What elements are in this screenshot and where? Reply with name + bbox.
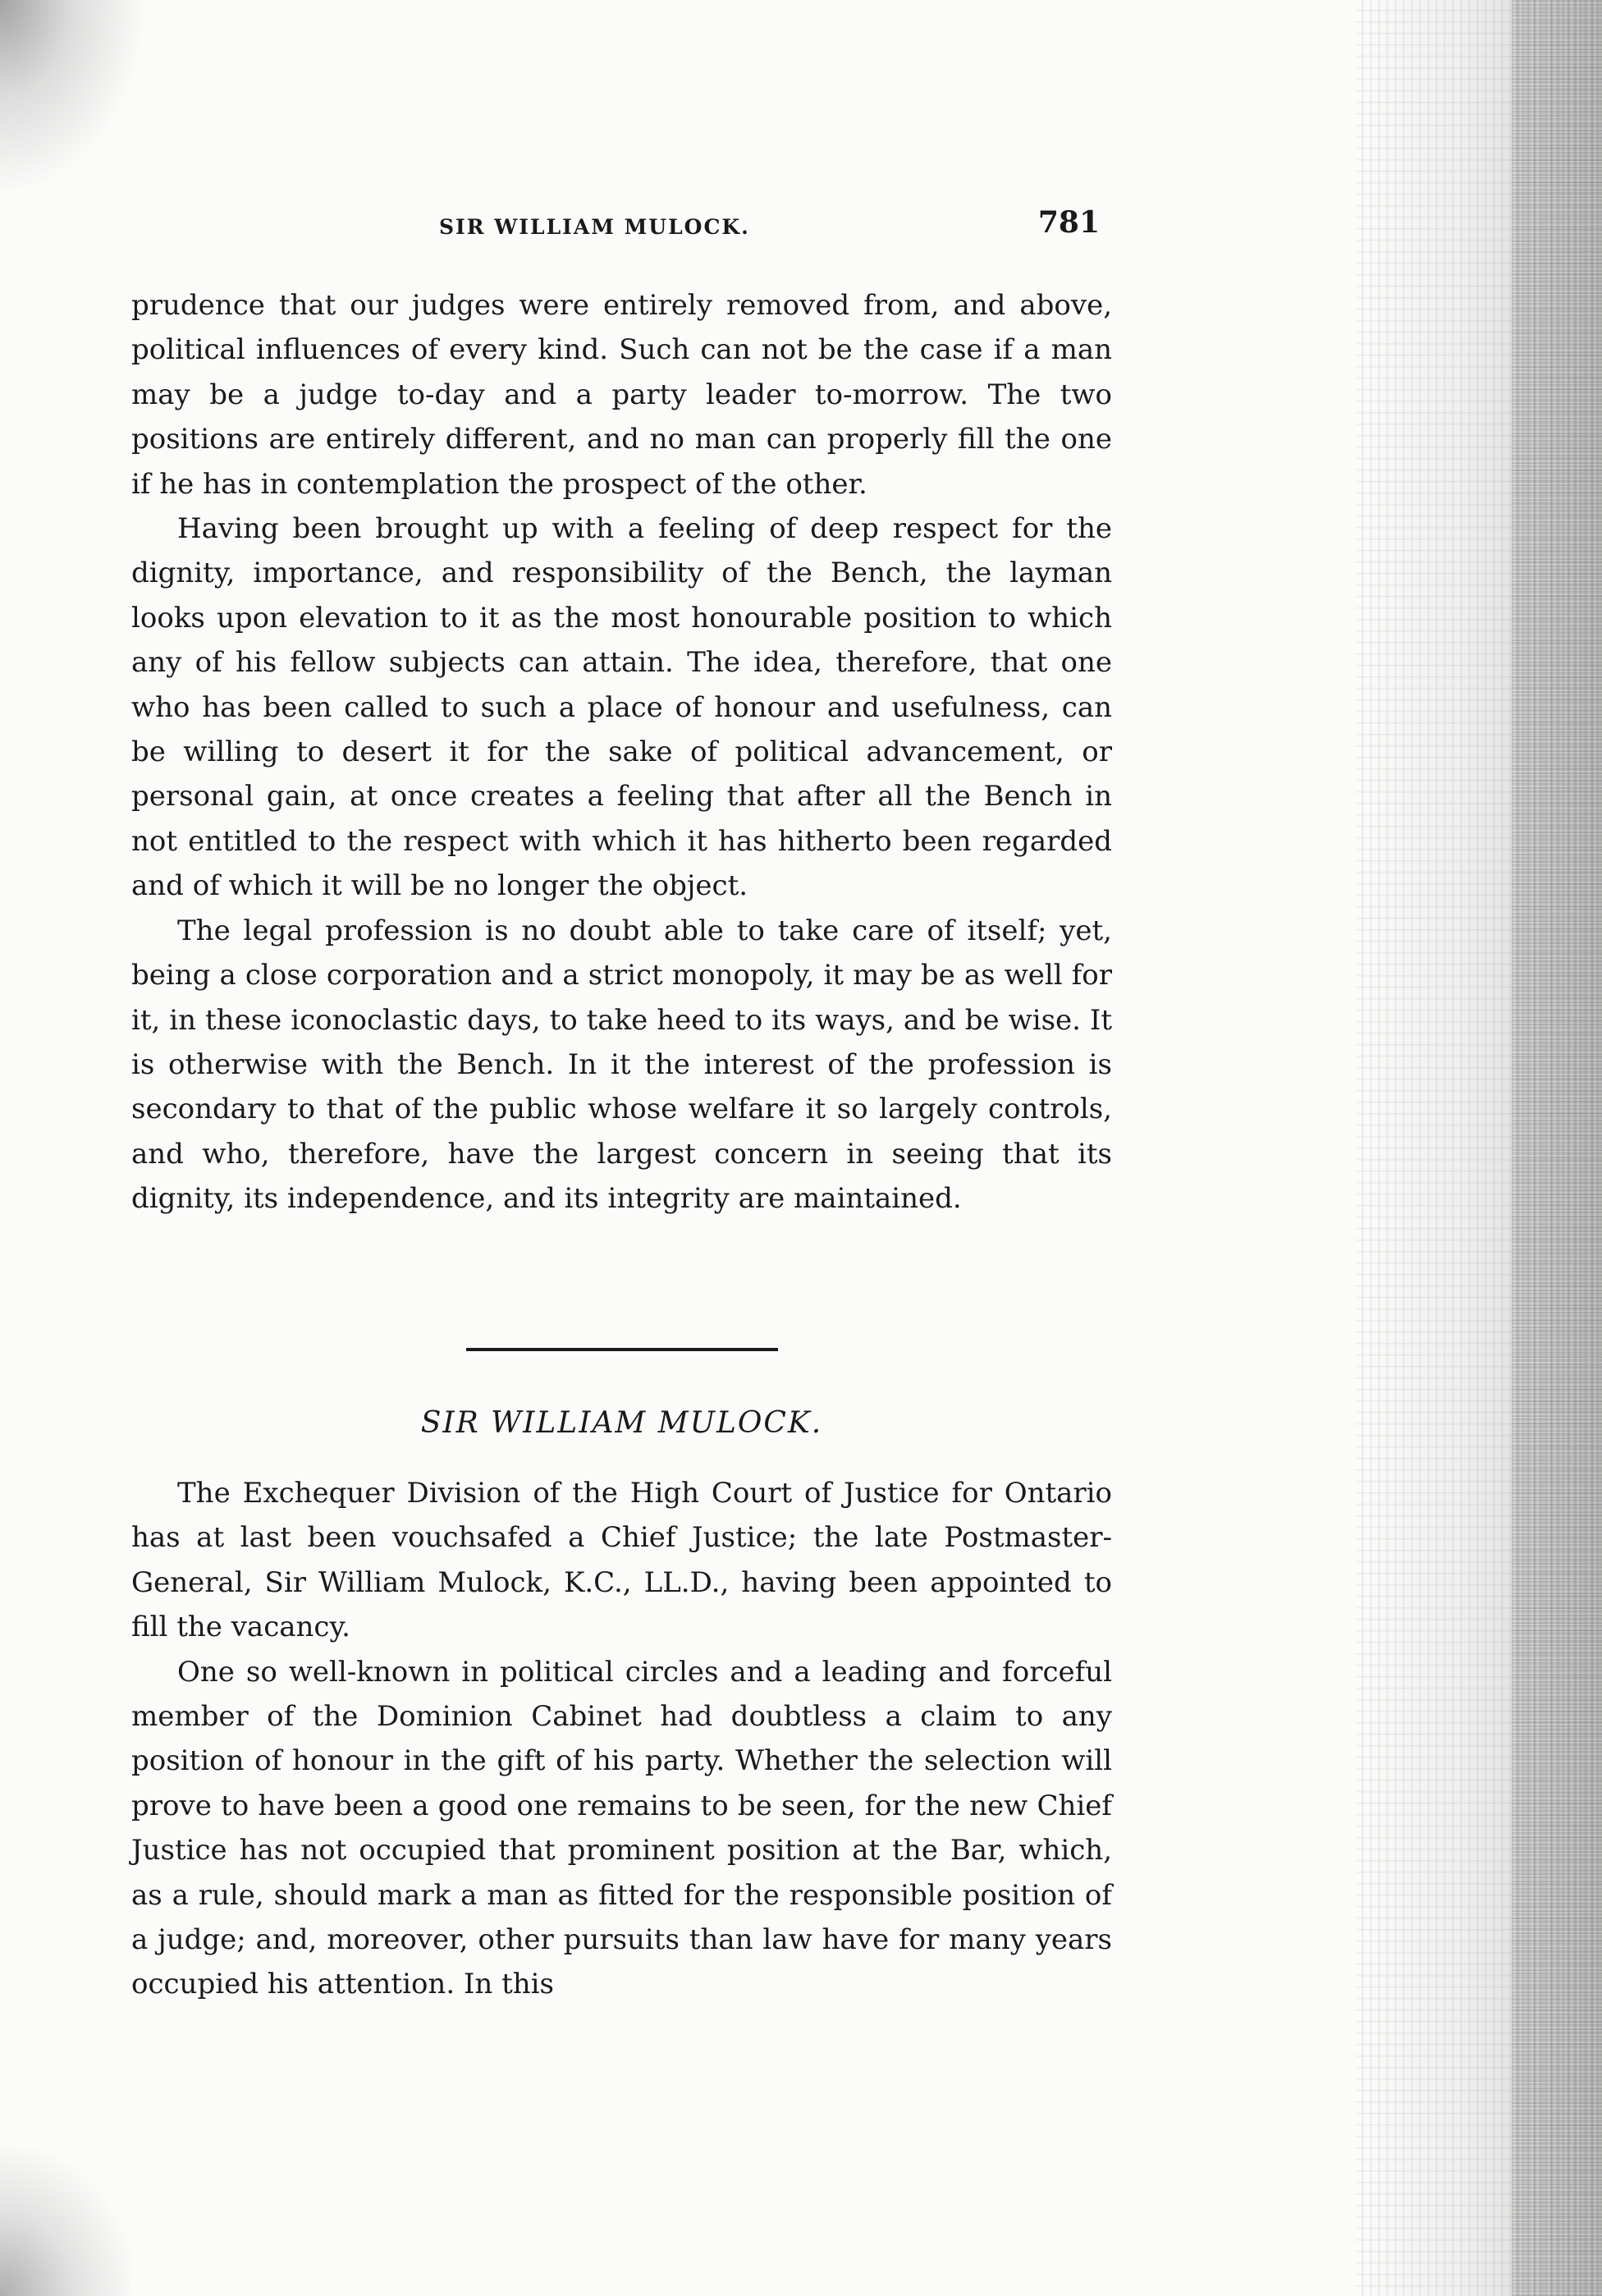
running-head (131, 205, 1100, 254)
page-number: 781 (1037, 205, 1100, 240)
running-title: SIR WILLIAM MULOCK. (439, 215, 750, 239)
paragraph: The Exchequer Division of the High Court of Justice for Ontario has at last been vouchsafed a Chief Justice; the late Postmaster-General, Sir William Mulock, K.C., LL.D., having been appointed to fill the vacancy. (131, 1477, 1112, 1644)
scan-edge-noise-dark (1512, 0, 1602, 2296)
article-text (131, 1471, 1112, 2007)
article-heading: SIR WILLIAM MULOCK. (420, 1406, 823, 1440)
scan-corner-shadow-top-left (0, 0, 148, 197)
section-divider (466, 1348, 778, 1351)
previous-article-text (131, 283, 1112, 1221)
paragraph: prudence that our judges were entirely removed from, and above, political influences of every kind. Such can not be the case if a man may be a judge to-day and a party leader to-morrow. The two positions are entirely different, and no man can properly fill the one if he has in contemplation the prospect of the other. (131, 289, 1112, 501)
paragraph: Having been brought up with a feeling of deep respect for the dignity, importance, and responsibility of the Bench, the layman looks upon elevation to it as the most honourable position to which any of his fellow subjects can attain. The idea, therefore, that one who has been called to such a place of honour and usefulness, can be willing to desert it for the sake of political advancement, or personal gain, at once creates a feeling that after all the Bench in not entitled to the respect with which it has hitherto been regarded and of which it will be no longer the object. (131, 512, 1112, 903)
paragraph: One so well-known in political circles and a leading and forceful member of the Dominion Cabinet had doubtless a claim to any position of honour in the gift of his party. Whether the selection will prove to have been a good one remains to be seen, for the new Chief Justice has not occupied that prominent position at the Bar, which, as a rule, should mark a man as fitted for the responsible position of a judge; and, moreover, other pursuits than law have for many years occupied his attention. In this (131, 1655, 1112, 2001)
paragraph: The legal profession is no doubt able to take care of itself; yet, being a close corporation and a strict monopoly, it may be as well for it, in these iconoclastic days, to take heed to its ways, and be wise. It is otherwise with the Bench. In it the interest of the profession is secondary to that of the public whose welfare it so largely controls, and who, therefore, have the largest concern in seeing that its dignity, its independence, and its integrity are maintained. (131, 914, 1112, 1216)
scan-corner-shadow-bottom-left (0, 2148, 131, 2296)
